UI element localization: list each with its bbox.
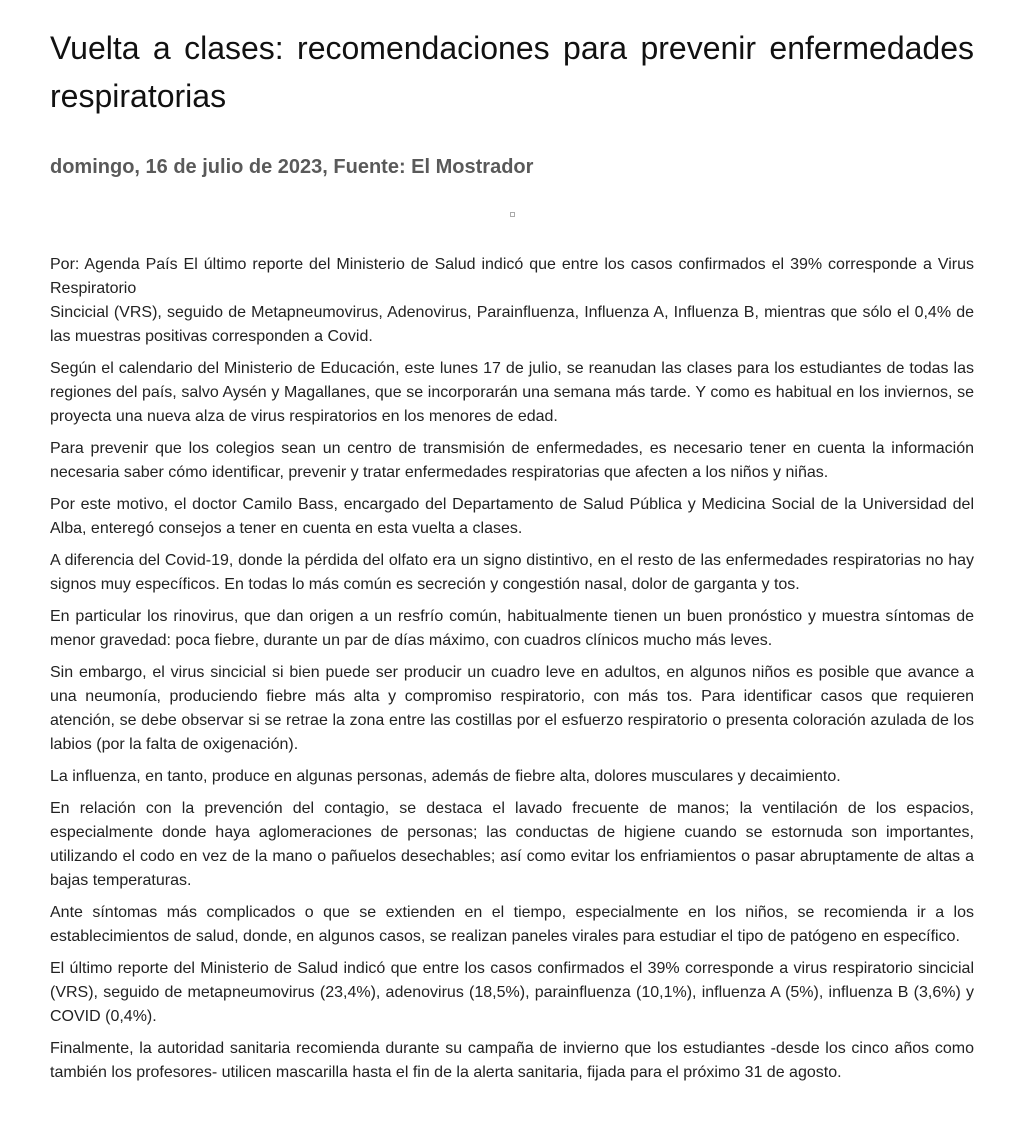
article-paragraph-10: El último reporte del Ministerio de Salud indicó que entre los casos confirmados el 39% corresponde a virus respiratorio sincicial (VRS), seguido de metapneumovirus (23,4%), adenovirus (18,5%), parainfluenza (10,1%), influenza A (5%), influenza B (3,6%) y COVID (0,4%). [50,960,974,1025]
article-paragraph-8: En relación con la prevención del contagio, se destaca el lavado frecuente de manos; la ventilación de los espacios, especialmente donde haya aglomeraciones de personas; las conductas de higiene cuando se estornuda son importantes, utilizando el codo en vez de la mano o pañuelos desechables; así como evitar los enfriamientos o pasar abruptamente de altas a bajas temperaturas. [50,800,974,889]
article-paragraph-6: Sin embargo, el virus sincicial si bien puede ser producir un cuadro leve en adultos, en algunos niños es posible que avance a una neumonía, produciendo fiebre más alta y compromiso respiratorio, con más tos. Para identificar casos que requieren atención, se debe observar si se retrae la zona entre las costillas por el esfuerzo respiratorio o presenta coloración azulada de los labios (por la falta de oxigenación). [50,664,974,753]
article-body [50,253,974,1085]
article [50,24,974,1093]
article-intro [50,253,974,349]
article-title: Vuelta a clases: recomendaciones para prevenir enfermedades respiratorias [50,30,974,114]
intro-line-2: Sincicial (VRS), seguido de Metapneumovirus, Adenovirus, Parainfluenza, Influenza A, Influenza B, mientras que sólo el 0,4% de las muestras positivas corresponden a Covid. [50,304,974,345]
article-paragraph-9: Ante síntomas más complicados o que se extienden en el tiempo, especialmente en los niños, se recomienda ir a los establecimientos de salud, donde, en algunos casos, se realizan paneles virales para estudiar el tipo de patógeno en específico. [50,904,974,945]
article-paragraph-3: Por este motivo, el doctor Camilo Bass, encargado del Departamento de Salud Pública y Medicina Social de la Universidad del Alba, enteregó consejos a tener en cuenta en esta vuelta a clases. [50,496,974,537]
article-paragraph-1: Según el calendario del Ministerio de Educación, este lunes 17 de julio, se reanudan las clases para los estudiantes de todas las regiones del país, salvo Aysén y Magallanes, que se incorporarán una semana más tarde. Y como es habitual en los inviernos, se proyecta una nueva alza de virus respiratorios en los menores de edad. [50,360,974,425]
article-date-source: domingo, 16 de julio de 2023, Fuente: El Mostrador [50,156,534,178]
article-paragraph-5: En particular los rinovirus, que dan origen a un resfrío común, habitualmente tienen un buen pronóstico y muestra síntomas de menor gravedad: poca fiebre, durante un par de días máximo, con cuadros clínicos mucho más leves. [50,608,974,649]
article-paragraph-11: Finalmente, la autoridad sanitaria recomienda durante su campaña de invierno que los estudiantes -desde los cinco años como también los profesores- utilicen mascarilla hasta el fin de la alerta sanitaria, fijada para el próximo 31 de agosto. [50,1040,974,1081]
broken-image-icon [510,212,515,217]
article-paragraph-7: La influenza, en tanto, produce en algunas personas, además de fiebre alta, dolores musculares y decaimiento. [50,768,841,785]
intro-line-1: Por: Agenda País El último reporte del Ministerio de Salud indicó que entre los casos confirmados el 39% corresponde a Virus Respiratorio [50,256,974,297]
article-paragraph-2: Para prevenir que los colegios sean un centro de transmisión de enfermedades, es necesario tener en cuenta la información necesaria saber cómo identificar, prevenir y tratar enfermedades respiratorias que afecten a los niños y niñas. [50,440,974,481]
article-paragraph-4: A diferencia del Covid-19, donde la pérdida del olfato era un signo distintivo, en el resto de las enfermedades respiratorias no hay signos muy específicos. En todas lo más común es secreción y congestión nasal, dolor de garganta y tos. [50,552,974,593]
